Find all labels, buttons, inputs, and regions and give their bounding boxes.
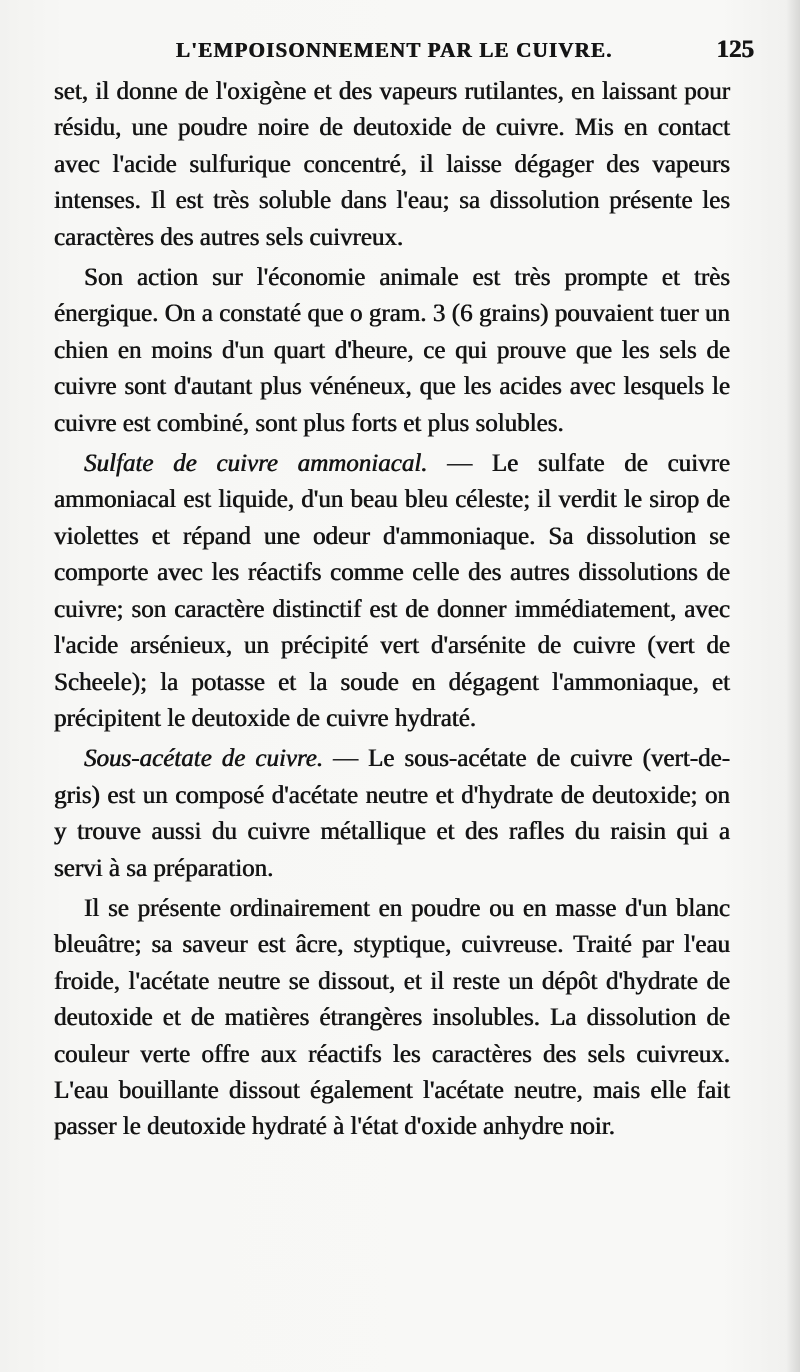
page-edge-shadow [786,0,800,1372]
paragraph-1 [54,74,730,256]
section-text-sous-acetate: — Le sous-acétate de cuivre (vert-de-gris) est un composé d'acétate neutre et d'hydrate de deutoxide; on y trouve aussi du cuivre métallique et des rafles du raisin qui a servi à sa préparation. [54,745,730,882]
page-number: 125 [716,36,754,63]
running-title: L'EMPOISONNEMENT PAR LE CUIVRE. [176,38,613,62]
paragraph-5 [54,891,730,1146]
section-heading-sous-acetate: Sous-acétate de cuivre. [84,745,324,773]
section-sous-acetate [54,741,730,887]
paragraph-5-text: Il se présente ordinairement en poudre ou en masse d'un blanc bleuâtre; sa saveur est âcre, styptique, cuivreuse. Traité par l'eau froide, l'acétate neutre se dissout, et il reste un dépôt d'hydrate de deutoxide et de matières étrangères insolubles. La dissolution de couleur verte offre aux réactifs les caractères des sels cuivreux. L'eau bouillante dissout également l'acétate neutre, mais elle fait passer le deutoxide hydraté à l'état d'oxide anhydre noir. [54,894,730,1141]
paragraph-1-text: set, il donne de l'oxigène et des vapeurs rutilantes, en laissant pour résidu, une poudre noire de deutoxide de cuivre. Mis en contact avec l'acide sulfurique concentré, il laisse dégager des vapeurs intenses. Il est très soluble dans l'eau; sa dissolution présente les caractères des autres sels cuivreux. [54,78,730,251]
paragraph-2-text: Son action sur l'économie animale est très prompte et très énergique. On a constaté que o gram. 3 (6 grains) pouvaient tuer un chien en moins d'un quart d'heure, ce qui prouve que les sels de cuivre sont d'autant plus vénéneux, que les acides avec lesquels le cuivre est combiné, sont plus forts et plus solubles. [54,264,730,437]
section-sulfate [54,446,730,737]
main-text [54,74,730,1150]
page-header [0,38,800,70]
section-text-sulfate: — Le sulfate de cuivre ammoniacal est liquide, d'un beau bleu céleste; il verdit le sirop de violettes et répand une odeur d'ammoniaque. Sa dissolution se comporte avec les réactifs comme celle des autres dissolutions de cuivre; son caractère distinctif est de donner immédiatement, avec l'acide arsénieux, un précipité vert d'arsénite de cuivre (vert de Scheele); la potasse et la soude en dégagent l'ammoniaque, et précipitent le deutoxide de cuivre hydraté. [54,450,730,732]
paragraph-2 [54,260,730,442]
section-heading-sulfate: Sulfate de cuivre ammoniacal. [84,450,428,478]
